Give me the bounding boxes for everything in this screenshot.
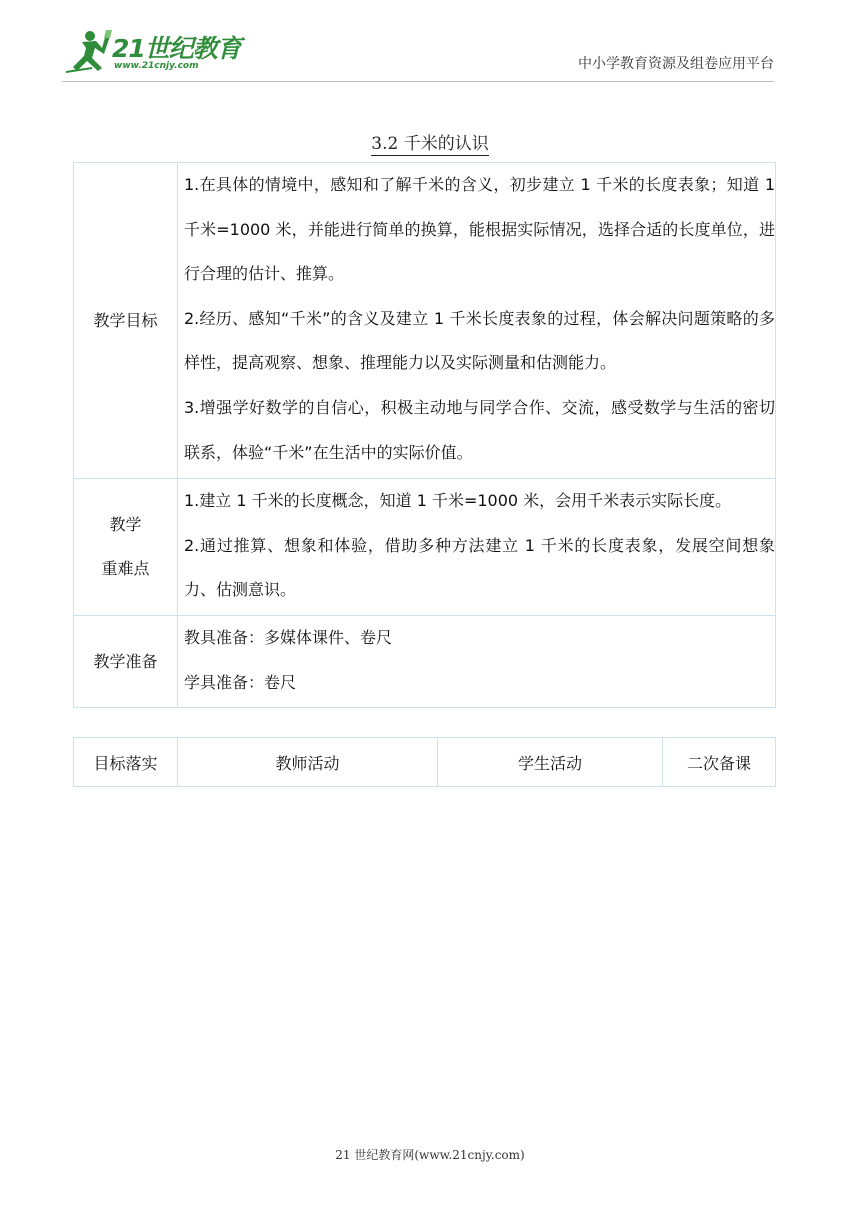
logo [62,28,241,74]
logo-url: www.21cnjy.com [114,61,199,71]
row-label-line: 教学 [109,515,142,534]
preparation-item: 教具准备：多媒体课件、卷尺 [184,628,393,647]
objective-item: 2.经历、感知“千米”的含义及建立 1 千米长度表象的过程，体会解决问题策略的多样性，提高观察、想象、推理能力以及实际测量和估测能力。 [184,308,775,373]
objective-item: 1.在具体的情境中，感知和了解千米的含义，初步建立 1 千米的长度表象；知道 1 千米=1000 米，并能进行简单的换算，能根据实际情况，选择合适的长度单位，进行合理的估计、推算。 [184,175,775,284]
table-header-row [74,738,776,787]
table-row-key-difficulties [74,479,776,616]
lesson-plan-table [73,162,776,708]
logo-title: 21世纪教育 [112,34,241,63]
difficulties-content [178,479,776,616]
page-footer: 21 世纪教育网(www.21cnjy.com) [335,1148,525,1162]
difficulty-item: 2.通过推算、想象和体验，借助多种方法建立 1 千米的长度表象，发展空间想象力、估测意识。 [184,535,775,600]
document-title [0,129,860,154]
column-header-student: 学生活动 [438,738,663,787]
column-header-revision: 二次备课 [663,738,776,787]
row-label-line: 重难点 [101,559,150,578]
table-row-objectives [74,163,776,479]
objective-item: 3.增强学好数学的自信心，积极主动地与同学合作、交流，感受数学与生活的密切联系，体验“千米”在生活中的实际价值。 [184,397,775,462]
difficulty-item: 1.建立 1 千米的长度概念，知道 1 千米=1000 米，会用千米表示实际长度。 [184,491,732,510]
preparation-item: 学具准备：卷尺 [184,672,297,692]
table-row-preparation [74,616,776,708]
row-label-preparation: 教学准备 [74,616,178,708]
activity-table [73,737,776,787]
row-label-objectives: 教学目标 [74,163,178,479]
platform-name: 中小学教育资源及组卷应用平台 [578,56,774,72]
objectives-content [178,163,776,479]
preparation-content [178,616,776,708]
document-title-text: 3.2 千米的认识 [371,134,489,154]
page-header [0,0,860,90]
row-label-key-difficulties [74,479,178,616]
column-header-goal: 目标落实 [74,738,178,787]
column-header-teacher: 教师活动 [178,738,438,787]
runner-logo-icon [62,28,112,74]
header-divider [62,81,774,82]
